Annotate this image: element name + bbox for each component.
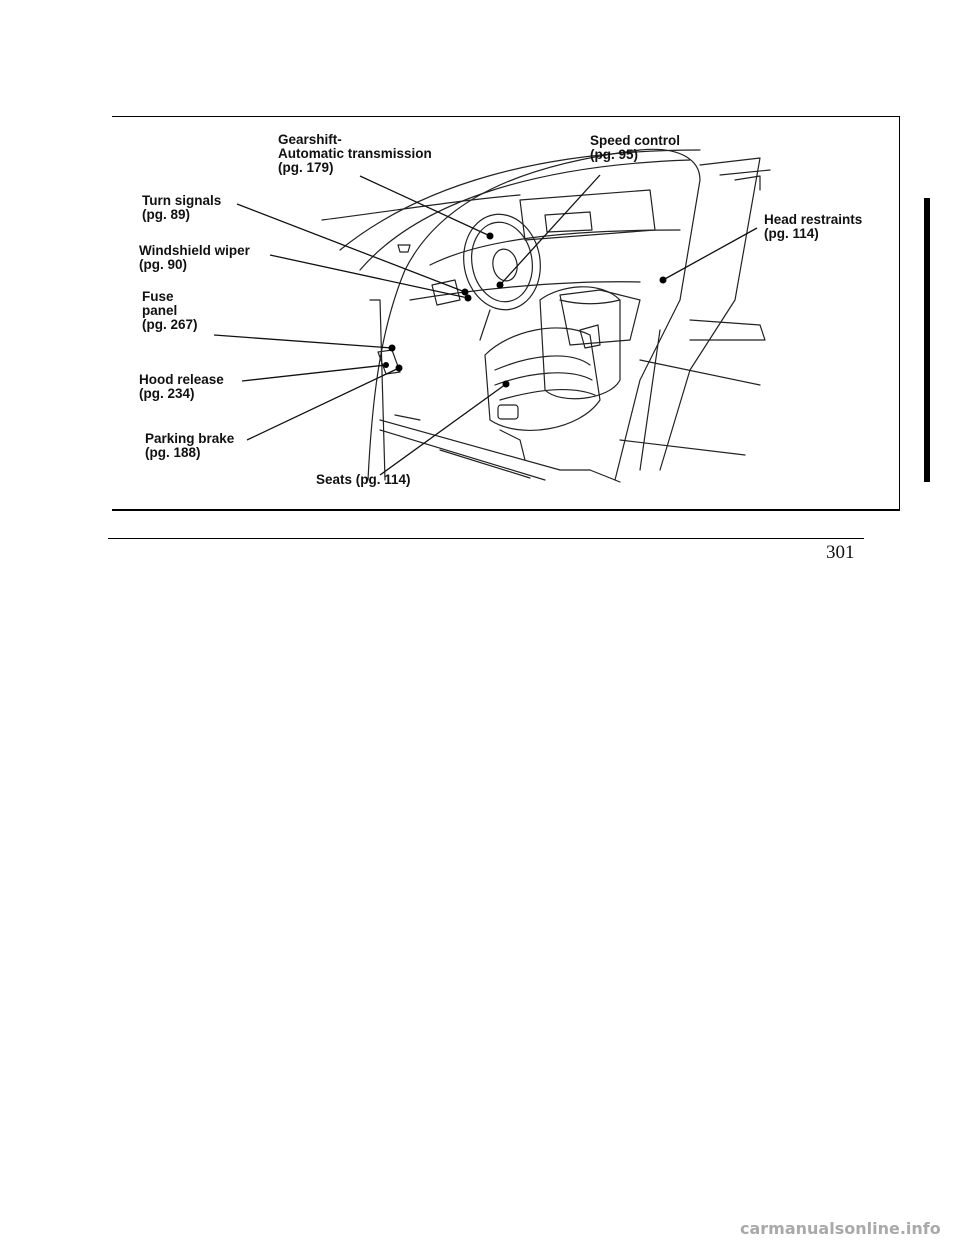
callout-parking-brake-line2: (pg. 188) [145,445,201,460]
callout-seats-line1: Seats (pg. 114) [316,472,411,487]
callout-hood-release-line2: (pg. 234) [139,386,195,401]
callout-fuse-panel-line1: Fuse [142,289,174,304]
callout-head-restraints-line2: (pg. 114) [764,226,819,241]
callout-turn-signals [142,194,221,222]
callout-gearshift-line1: Gearshift- [278,132,342,147]
callout-windshield-wiper-line1: Windshield wiper [139,243,250,258]
callout-head-restraints [764,213,862,241]
callout-fuse-panel-line2: panel [142,303,178,318]
callout-turn-signals-line2: (pg. 89) [142,207,191,222]
callout-speed-control [590,134,680,162]
callout-gearshift [278,133,432,175]
callout-windshield-wiper [139,244,250,272]
callout-speed-control-line1: Speed control [590,133,681,148]
callout-hood-release-line1: Hood release [139,372,224,387]
callout-hood-release [139,373,224,401]
site-watermark: carmanualsonline.info [740,1219,941,1238]
callout-gearshift-line3: (pg. 179) [278,160,334,175]
callout-turn-signals-line1: Turn signals [142,193,222,208]
callout-speed-control-line2: (pg. 95) [590,147,639,162]
callout-parking-brake-line1: Parking brake [145,431,235,446]
callout-fuse-panel-line3: (pg. 267) [142,317,198,332]
callout-windshield-wiper-line2: (pg. 90) [139,257,188,272]
callout-fuse-panel [142,290,198,332]
callout-head-restraints-line1: Head restraints [764,212,863,227]
callout-parking-brake [145,432,234,460]
callout-seats [316,473,411,487]
callout-gearshift-line2: Automatic transmission [278,146,432,161]
page-number: 301 [826,542,855,563]
page-footer-rule [108,538,864,539]
